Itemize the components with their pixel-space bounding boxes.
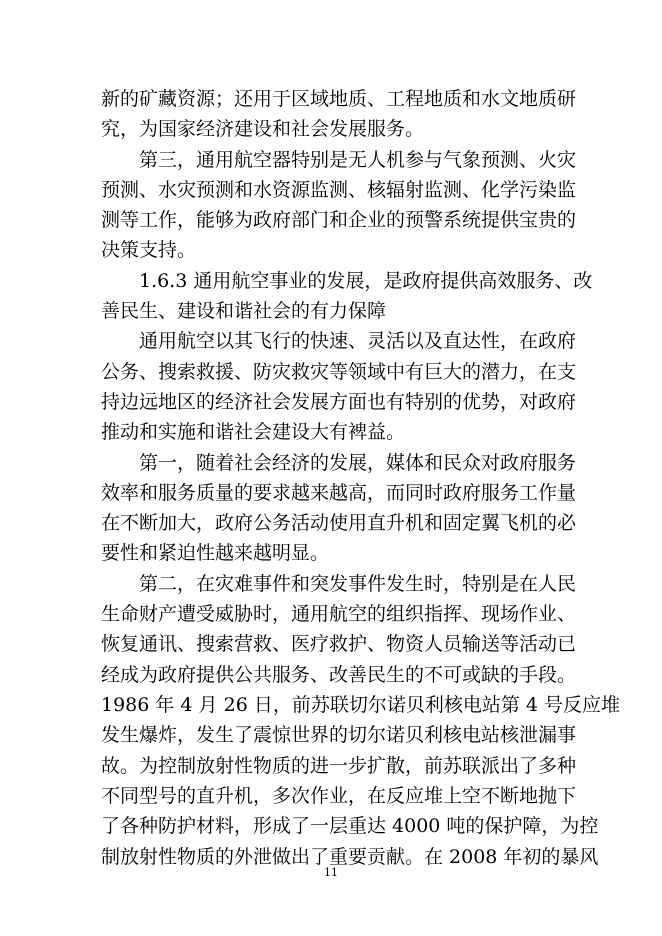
- text-line: 了各种防护材料，形成了一层重达 4000 吨的保护障，为控: [101, 815, 599, 837]
- text-line: 第一，随着社会经济的发展，媒体和民众对政府服务: [139, 452, 577, 474]
- text-line: 不同型号的直升机，多次作业，在反应堆上空不断地抛下: [101, 785, 577, 807]
- section-heading-line: 善民生、建设和谐社会的有力保障: [101, 300, 387, 322]
- text-line: 1986 年 4 月 26 日，前苏联切尔诺贝利核电站第 4 号反应堆: [101, 694, 620, 716]
- text-line: 第二，在灾难事件和突发事件发生时，特别是在人民: [139, 573, 577, 595]
- text-line: 制放射性物质的外泄做出了重要贡献。在 2008 年初的暴风: [101, 846, 599, 868]
- text-line: 恢复通讯、搜索营救、医疗救护、物资人员输送等活动已: [101, 633, 577, 655]
- text-line: 在不断加大，政府公务活动使用直升机和固定翼飞机的必: [101, 512, 577, 534]
- text-line: 预测、水灾预测和水资源监测、核辐射监测、化学污染监: [101, 179, 577, 201]
- text-line: 新的矿藏资源；还用于区域地质、工程地质和水文地质研: [101, 88, 577, 110]
- text-line: 故。为控制放射性物质的进一步扩散，前苏联派出了多种: [101, 755, 577, 777]
- page-number: 11: [324, 866, 338, 879]
- text-line: 要性和紧迫性越来越明显。: [101, 542, 330, 564]
- text-line: 生命财产遭受威胁时，通用航空的组织指挥、现场作业、: [101, 603, 577, 625]
- text-line: 效率和服务质量的要求越来越高，而同时政府服务工作量: [101, 482, 577, 504]
- text-line: 发生爆炸，发生了震惊世界的切尔诺贝利核电站核泄漏事: [101, 724, 577, 746]
- section-heading-line: 1.6.3 通用航空事业的发展，是政府提供高效服务、改: [139, 270, 593, 292]
- text-line: 推动和实施和谐社会建设大有裨益。: [101, 421, 406, 443]
- text-line: 公务、搜索救援、防灾救灾等领域中有巨大的潜力，在支: [101, 361, 577, 383]
- text-line: 测等工作，能够为政府部门和企业的预警系统提供宝贵的: [101, 209, 577, 231]
- text-line: 决策支持。: [101, 239, 197, 261]
- text-line: 经成为政府提供公共服务、改善民生的不可或缺的手段。: [101, 664, 577, 686]
- text-line: 通用航空以其飞行的快速、灵活以及直达性，在政府: [139, 330, 577, 352]
- text-line: 持边远地区的经济社会发展方面也有特别的优势，对政府: [101, 391, 577, 413]
- text-line: 究，为国家经济建设和社会发展服务。: [101, 118, 425, 140]
- text-line: 第三，通用航空器特别是无人机参与气象预测、火灾: [139, 149, 577, 171]
